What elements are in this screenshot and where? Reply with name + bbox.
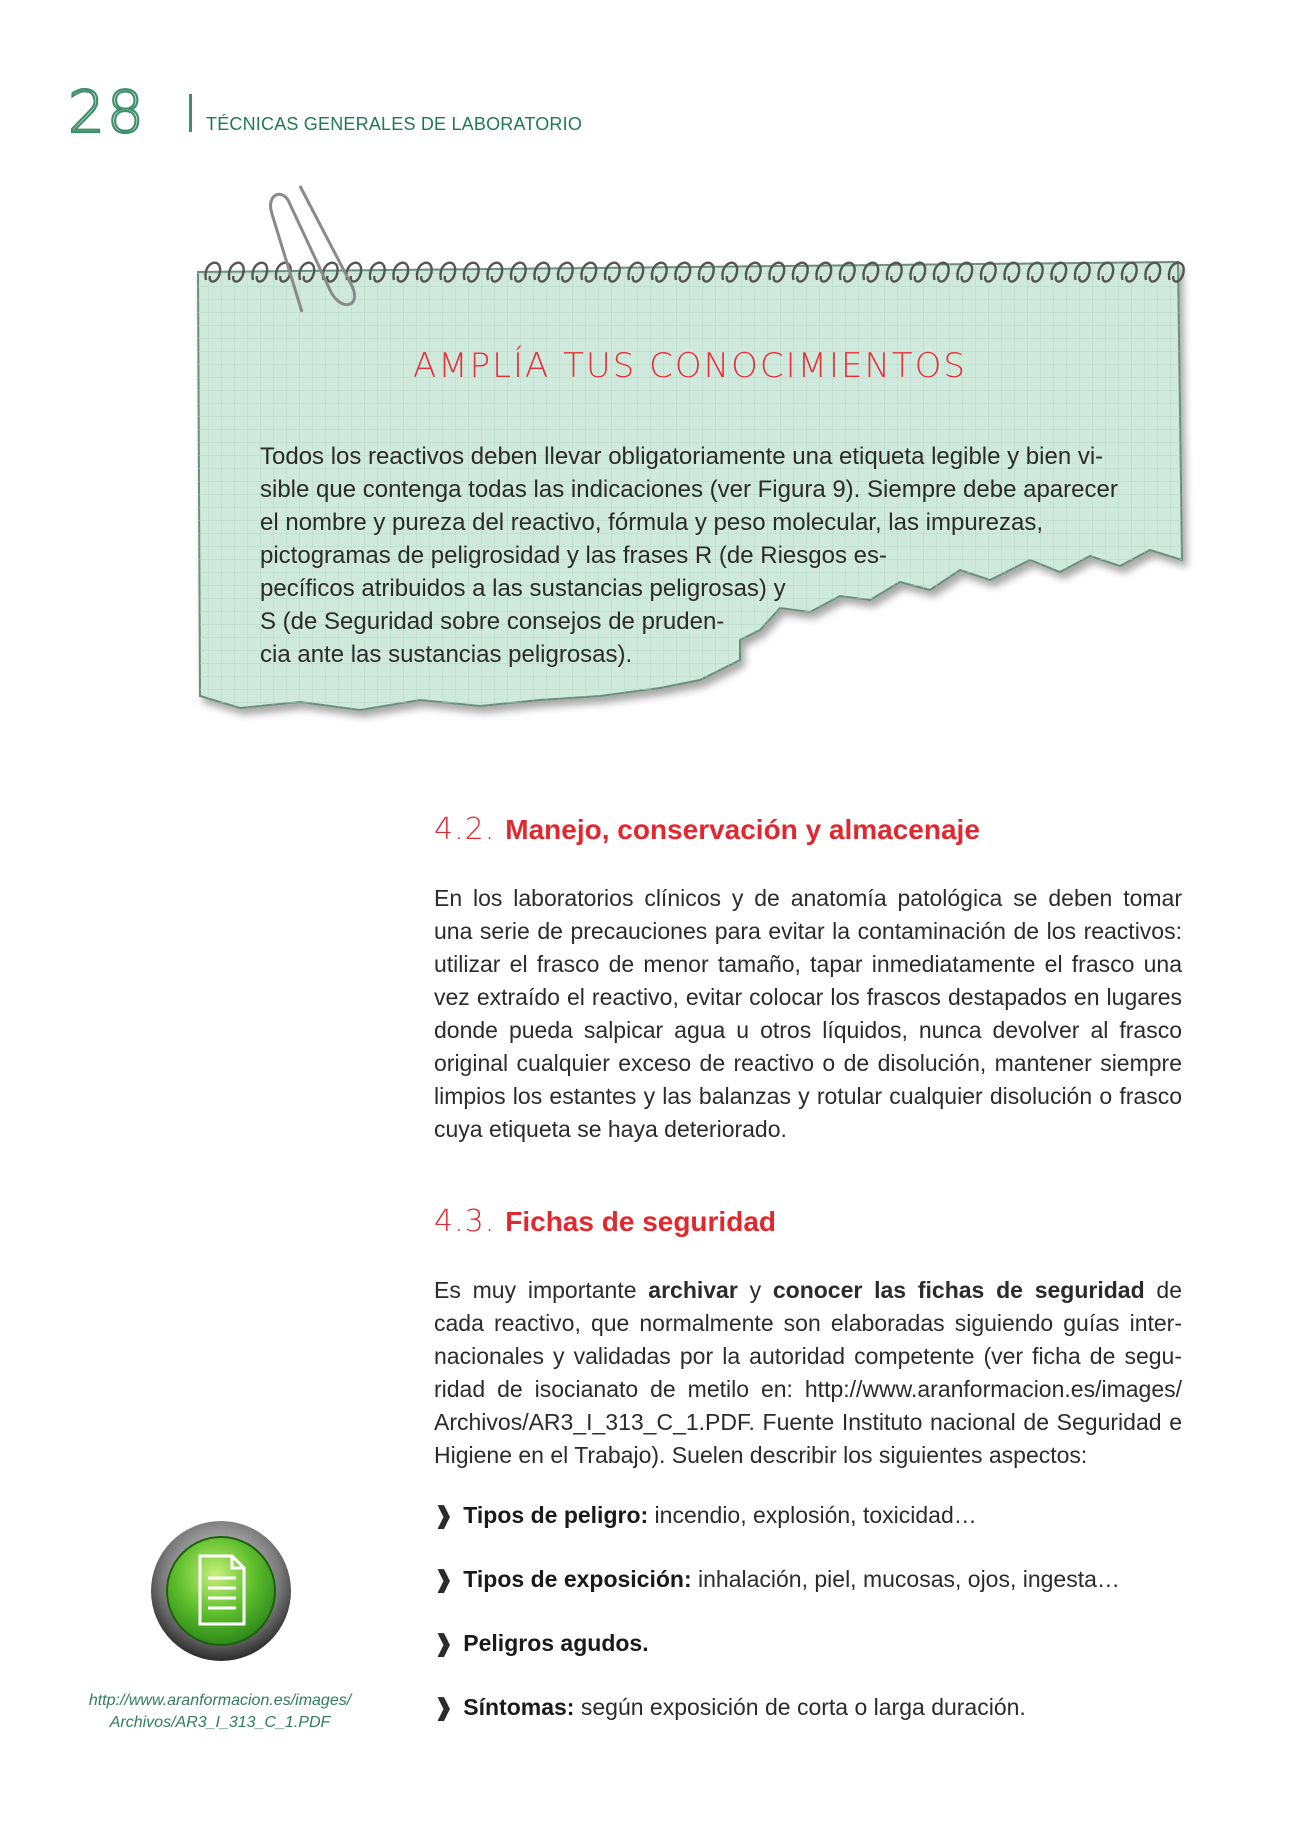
page-number: 28 [68, 78, 146, 146]
document-icon[interactable] [148, 1518, 294, 1664]
note-line: S (de Seguridad sobre consejos de pruden- [260, 608, 725, 635]
body-line: limpios los estantes y las balanzas y rotular cualquier disolución o frasco [434, 1083, 1182, 1109]
bullet-item [434, 1694, 1194, 1721]
body-line: vez extraído el reactivo, evitar colocar los frascos destapados en lugares [434, 984, 1182, 1010]
note-line: el nombre y pureza del reactivo, fórmula y peso molecular, las impurezas, [260, 509, 1044, 536]
body-line: donde pueda salpicar agua u otros líquidos, nunca devolver al frasco [434, 1017, 1182, 1043]
bullet-text: según exposición de corta o larga duración. [574, 1694, 1026, 1720]
note-line: cia ante las sustancias peligrosas). [260, 641, 633, 668]
intro-text: y [737, 1277, 773, 1303]
bullet-label: Tipos de peligro: [463, 1502, 649, 1528]
body-line: original cualquier exceso de reactivo o de disolución, mantener siempre [434, 1050, 1182, 1076]
note-line: Todos los reactivos deben llevar obligatoriamente una etiqueta legible y bien vi- [260, 443, 1104, 470]
note-title: AMPLÍA TUS CONOCIMIENTOS [412, 346, 968, 386]
note-line: sible que contenga todas las indicaciones (ver Figura 9). Siempre debe aparecer [260, 476, 1118, 503]
section-heading-4-2 [434, 812, 1194, 847]
bullet-marker: ❱ [434, 1630, 454, 1656]
bullet-marker: ❱ [434, 1566, 454, 1592]
note-line: pictogramas de peligrosidad y las frases R (de Riesgos es- [260, 542, 887, 569]
body-line: Archivos/AR3_I_313_C_1.PDF. Fuente Instituto nacional de Seguridad e [434, 1409, 1182, 1435]
section-number: 4.2. [434, 812, 496, 847]
url-line[interactable]: http://www.aranformacion.es/images/ [88, 1692, 352, 1709]
note-line: pecíficos atribuidos a las sustancias peligrosas) y [260, 575, 786, 602]
intro-bold: archivar [648, 1277, 738, 1303]
running-title: TÉCNICAS GENERALES DE LABORATORIO [206, 114, 583, 134]
bullet-item [434, 1502, 1194, 1529]
section-4-2-body [434, 882, 1182, 1146]
bullet-item [434, 1566, 1194, 1593]
bullet-marker: ❱ [434, 1694, 454, 1720]
bullet-label: Tipos de exposición: [463, 1566, 692, 1592]
body-line: Higiene en el Trabajo). Suelen describir los siguientes aspectos: [434, 1442, 1088, 1468]
section-title: Manejo, conservación y almacenaje [505, 814, 980, 845]
body-line: una serie de precauciones para evitar la contaminación de los reactivos: [434, 918, 1182, 944]
url-caption[interactable] [60, 1690, 380, 1734]
url-line[interactable]: Archivos/AR3_I_313_C_1.PDF [109, 1714, 331, 1731]
bullet-marker: ❱ [434, 1502, 454, 1528]
section-heading-4-3 [434, 1204, 1194, 1239]
bullet-text: incendio, explosión, toxicidad… [648, 1502, 977, 1528]
body-line: utilizar el frasco de menor tamaño, tapar inmediatamente el frasco una [434, 951, 1182, 977]
intro-text: Es muy importante [434, 1277, 649, 1303]
note-text [260, 440, 1120, 671]
bullet-label: Peligros agudos. [463, 1630, 649, 1656]
section-title: Fichas de seguridad [505, 1206, 776, 1237]
body-line: cuya etiqueta se haya deteriorado. [434, 1116, 787, 1142]
body-line: nacionales y validadas por la autoridad competente (ver ficha de segu- [434, 1343, 1182, 1369]
bullet-label: Síntomas: [463, 1694, 575, 1720]
section-4-3-body [434, 1274, 1182, 1472]
bullet-item [434, 1630, 1194, 1657]
body-line: En los laboratorios clínicos y de anatomía patológica se deben tomar [434, 885, 1182, 911]
body-line-intro [434, 1274, 1182, 1307]
section-number: 4.3. [434, 1204, 496, 1239]
body-line: cada reactivo, que normalmente son elaboradas siguiendo guías inter- [434, 1310, 1182, 1336]
body-line: ridad de isocianato de metilo en: http://www.aranformacion.es/images/ [434, 1376, 1182, 1402]
bullet-text: inhalación, piel, mucosas, ojos, ingesta… [691, 1566, 1120, 1592]
intro-text: de [1144, 1277, 1182, 1303]
intro-bold: conocer las fichas de seguridad [772, 1277, 1145, 1303]
